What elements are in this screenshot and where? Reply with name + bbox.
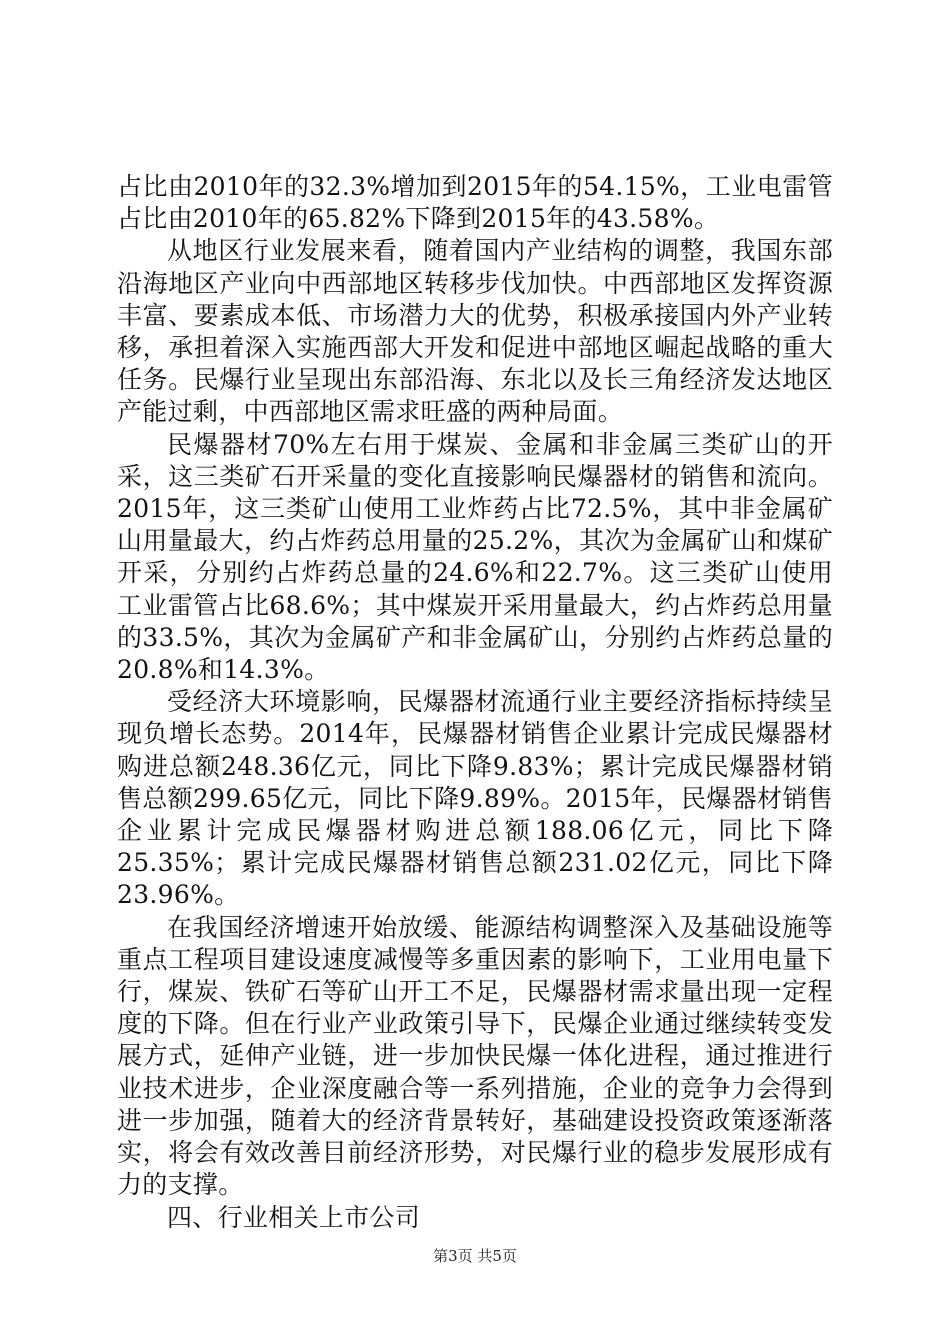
paragraph-outlook: 在我国经济增速开始放缓、能源结构调整深入及基础设施等重点工程项目建设速度减慢等多重因素的影响下，工业用电量下行，煤炭、铁矿石等矿山开工不足，民爆器材需求量出现一定程度的下降。但在行业产业政策引导下，民爆企业通过继续转变发展方式，延伸产业链，进一步加快民爆一体化进程，通过推进行业技术进步，企业深度融合等一系列措施，企业的竞争力会得到进一步加强，随着大的经济背景转好，基础建设投资政策逐渐落实，将会有效改善目前经济形势，对民爆行业的稳步发展形成有力的支撑。 (117, 912, 833, 1200)
page-footer: 第3页 共5页 (433, 1247, 517, 1265)
paragraph-mining-usage: 民爆器材70%左右用于煤炭、金属和非金属三类矿山的开采，这三类矿石开采量的变化直接影响民爆器材的销售和流向。2015年，这三类矿山使用工业炸药占比72.5%，其中非金属矿山用量最大，约占炸药总用量的25.2%，其次为金属矿山和煤矿开采，分别约占炸药总量的24.6%和22.7%。这三类矿山使用工业雷管占比68.6%；其中煤炭开采用量最大，约占炸药总用量的33.5%，其次为金属矿产和非金属矿山，分别约占炸药总量的20.8%和14.3%。 (117, 429, 833, 685)
section-heading-listed-companies: 四、行业相关上市公司 (167, 1202, 421, 1232)
paragraph-regional-development: 从地区行业发展来看，随着国内产业结构的调整，我国东部沿海地区产业向中西部地区转移步伐加快。中西部地区发挥资源丰富、要素成本低、市场潜力大的优势，积极承接国内外产业转移，承担着深入实施西部大开发和促进中部地区崛起战略的重大任务。民爆行业呈现出东部沿海、东北以及长三角经济发达地区产能过剩，中西部地区需求旺盛的两种局面。 (117, 236, 833, 427)
paragraph-continuation: 占比由2010年的32.3%增加到2015年的54.15%，工业电雷管占比由2010年的65.82%下降到2015年的43.58%。 (117, 172, 833, 234)
document-body (117, 171, 833, 1234)
paragraph-circulation-indicators: 受经济大环境影响，民爆器材流通行业主要经济指标持续呈现负增长态势。2014年，民爆器材销售企业累计完成民爆器材购进总额248.36亿元，同比下降9.83%；累计完成民爆器材销售总额299.65亿元，同比下降9.89%。2015年，民爆器材销售企业累计完成民爆器材购进总额188.06亿元，同比下降25.35%；累计完成民爆器材销售总额231.02亿元，同比下降23.96%。 (117, 687, 833, 910)
